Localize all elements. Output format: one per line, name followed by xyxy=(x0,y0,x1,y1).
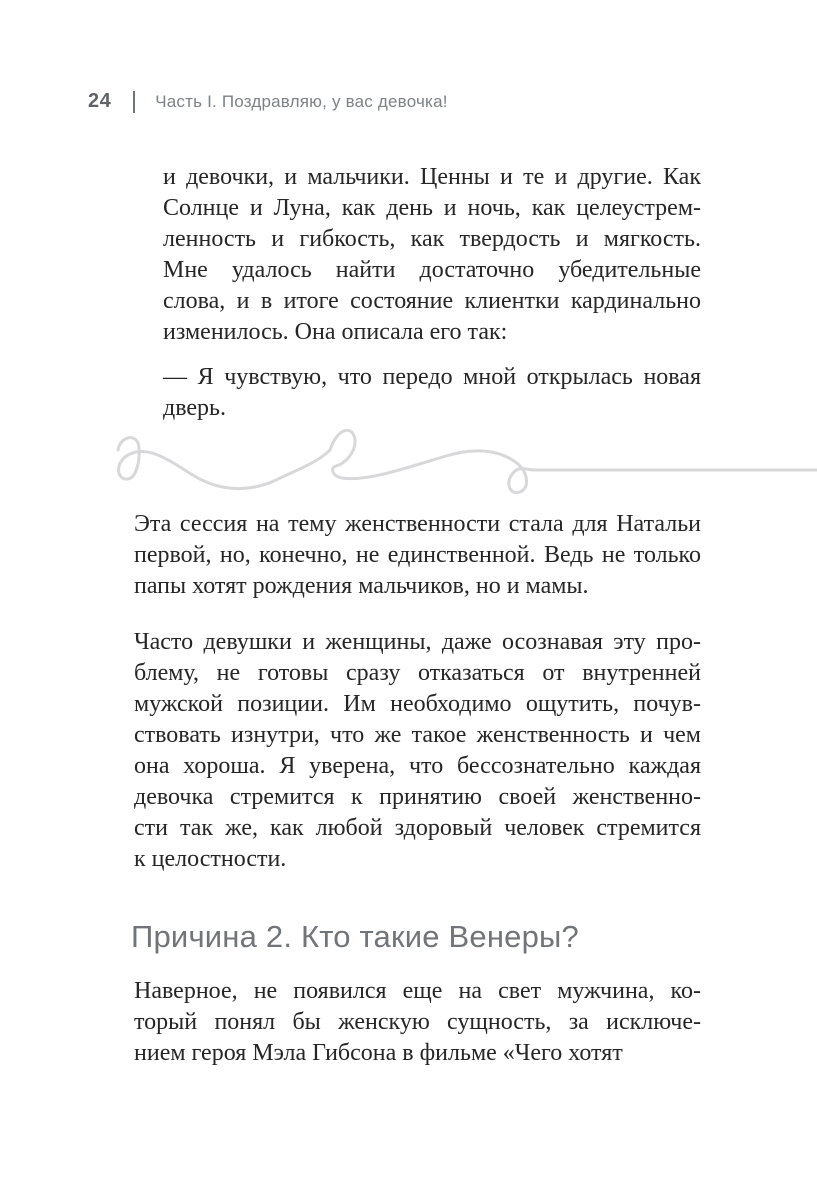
header-divider xyxy=(133,91,135,113)
text-line: слова, и в итоге состояние клиентки кардинально xyxy=(163,288,701,314)
client-quote-paragraph xyxy=(163,362,701,424)
text-line: Эта сессия на тему женственности стала для Натальи xyxy=(134,511,701,537)
body-paragraph-session xyxy=(134,509,701,602)
body-paragraph-often xyxy=(134,627,701,875)
text-line: первой, но, конечно, не единственной. Ведь не только xyxy=(134,542,701,568)
text-line: Мне удалось найти достаточно убедительные xyxy=(163,257,701,283)
page-number: 24 xyxy=(88,90,112,112)
text-line: и девочки, и мальчики. Ценны и те и другие. Как xyxy=(163,164,701,190)
text-line: к целостности. xyxy=(134,846,287,872)
page-header xyxy=(88,90,448,113)
text-line: Наверное, не появился еще на свет мужчина, ко- xyxy=(134,978,701,1004)
text-line: Часто девушки и женщины, даже осознавая эту про- xyxy=(134,629,701,655)
text-line: девочка стремится к принятию своей женственно- xyxy=(134,784,701,810)
flourish-divider-icon xyxy=(106,420,817,508)
case-study-paragraph xyxy=(163,162,701,348)
text-line: Солнце и Луна, как день и ночь, как целеустрем- xyxy=(163,195,701,221)
text-line: блему, не готовы сразу отказаться от внутренней xyxy=(134,660,701,686)
text-line: торый понял бы женскую сущность, за исключе- xyxy=(134,1009,701,1035)
chapter-title: Часть I. Поздравляю, у вас девочка! xyxy=(155,91,448,111)
text-line: ствовать изнутри, что же такое женственность и чем xyxy=(134,722,701,748)
section-heading: Причина 2. Кто такие Венеры? xyxy=(131,919,579,954)
text-line: изменилось. Она описала его так: xyxy=(163,319,508,345)
text-line: она хороша. Я уверена, что бессознательно каждая xyxy=(134,753,701,779)
text-line: сти так же, как любой здоровый человек стремится xyxy=(134,815,701,841)
text-line: дверь. xyxy=(163,395,226,421)
body-paragraph-probably xyxy=(134,976,701,1069)
text-line: нием героя Мэла Гибсона в фильме «Чего хотят xyxy=(134,1040,623,1066)
text-line: мужской позиции. Им необходимо ощутить, почув- xyxy=(134,691,701,717)
text-line: ленность и гибкость, как твердость и мягкость. xyxy=(163,226,701,252)
text-line: — Я чувствую, что передо мной открылась новая xyxy=(163,364,701,390)
text-line: папы хотят рождения мальчиков, но и мамы. xyxy=(134,573,589,599)
